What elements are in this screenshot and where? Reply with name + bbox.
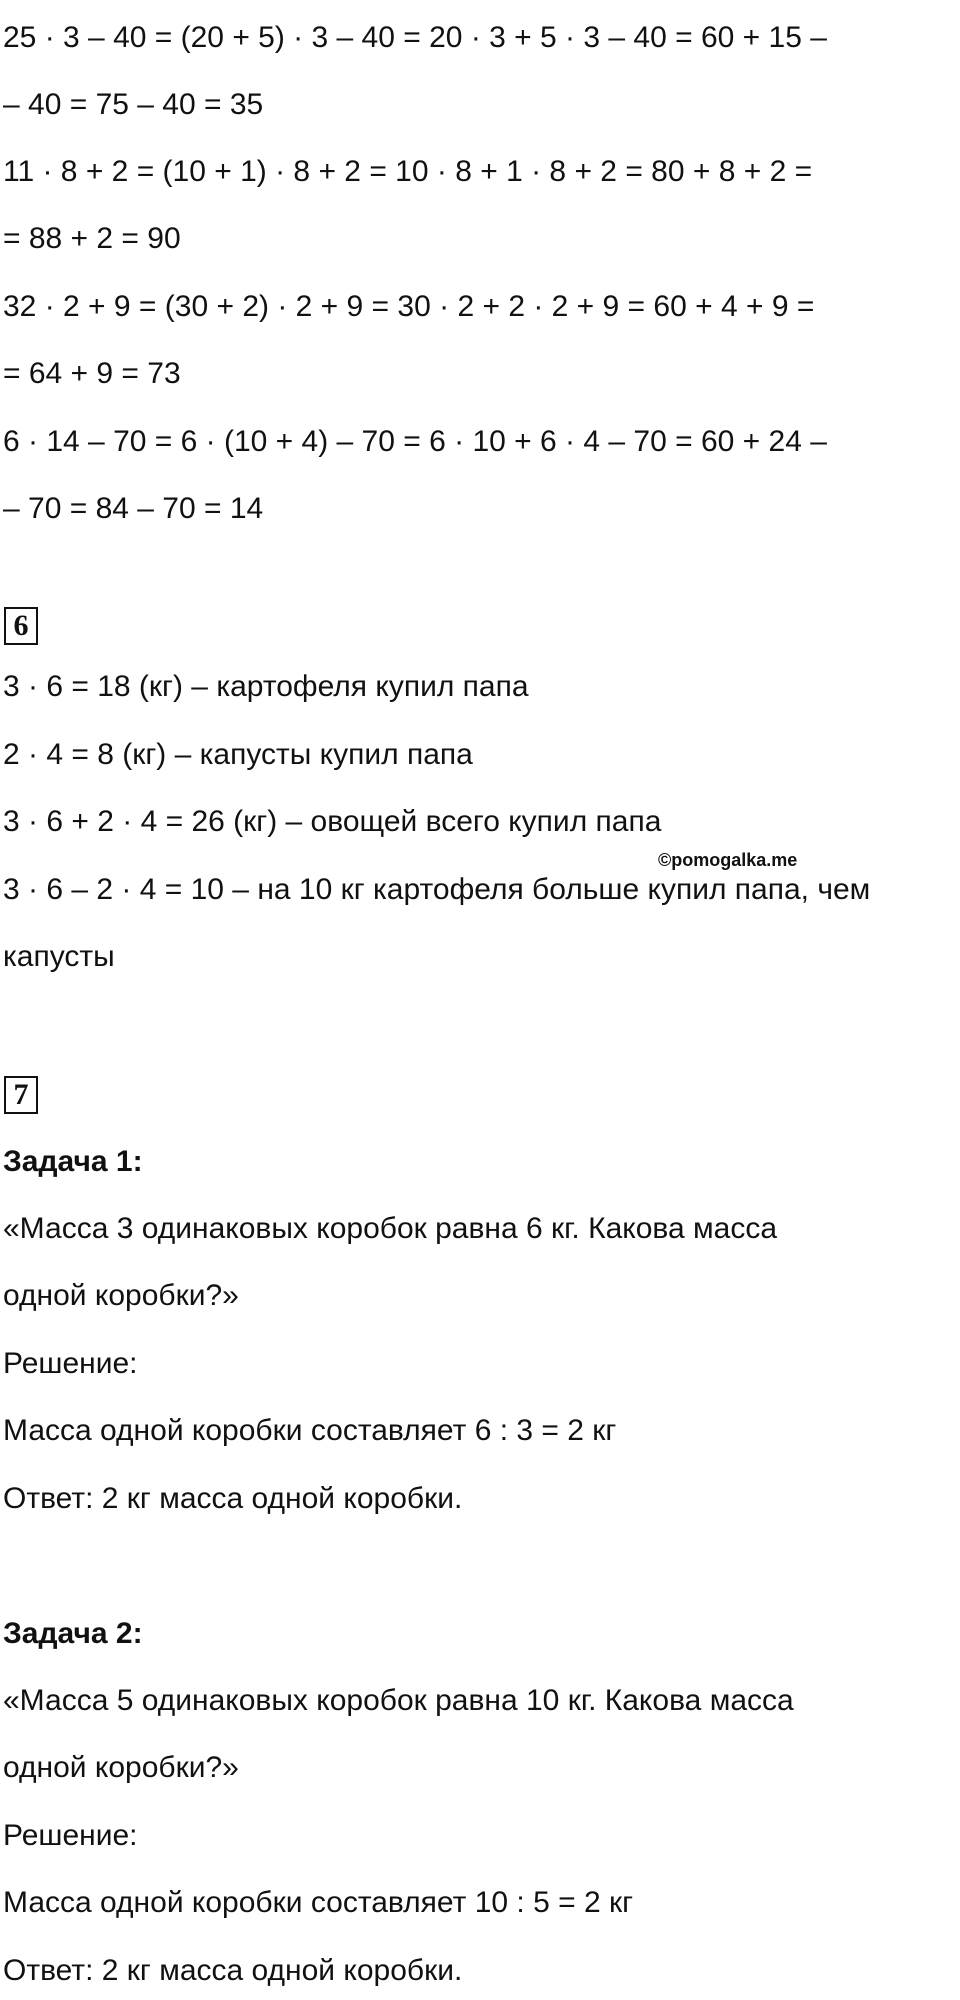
problem-heading: Задача 1:	[3, 1145, 143, 1178]
expression-line: – 70 = 84 – 70 = 14	[3, 492, 264, 525]
problem-question: «Масса 3 одинаковых коробок равна 6 кг. Какова масса	[3, 1212, 778, 1245]
answer-text: Ответ: 2 кг масса одной коробки.	[3, 1954, 463, 1987]
task6-line: 3 · 6 + 2 · 4 = 26 (кг) – овощей всего купил папа	[3, 805, 662, 838]
expression-line: 25 · 3 – 40 = (20 + 5) · 3 – 40 = 20 · 3 + 5 · 3 – 40 = 60 + 15 –	[3, 21, 827, 54]
problem-heading: Задача 2:	[3, 1617, 143, 1650]
answer-text: Ответ: 2 кг масса одной коробки.	[3, 1482, 463, 1515]
solution-text: Масса одной коробки составляет 6 : 3 = 2 кг	[3, 1414, 617, 1447]
task-number-box: 6	[4, 607, 38, 645]
expression-line: 6 · 14 – 70 = 6 · (10 + 4) – 70 = 6 · 10 + 6 · 4 – 70 = 60 + 24 –	[3, 425, 827, 458]
solution-label: Решение:	[3, 1347, 138, 1380]
problem-question: одной коробки?»	[3, 1279, 239, 1312]
task6-line: капусты	[3, 940, 115, 973]
expression-line: = 88 + 2 = 90	[3, 222, 181, 255]
task6-line: 2 · 4 = 8 (кг) – капусты купил папа	[3, 738, 473, 771]
expression-line: – 40 = 75 – 40 = 35	[3, 88, 264, 121]
task6-line: 3 · 6 – 2 · 4 = 10 – на 10 кг картофеля больше купил папа, чем	[3, 873, 871, 906]
task6-line: 3 · 6 = 18 (кг) – картофеля купил папа	[3, 670, 529, 703]
task-number-box: 7	[4, 1076, 38, 1114]
watermark: ©pomogalka.me	[658, 850, 798, 870]
expression-line: = 64 + 9 = 73	[3, 357, 181, 390]
problem-question: одной коробки?»	[3, 1751, 239, 1784]
problem-question: «Масса 5 одинаковых коробок равна 10 кг. Какова масса	[3, 1684, 794, 1717]
expression-line: 11 · 8 + 2 = (10 + 1) · 8 + 2 = 10 · 8 + 1 · 8 + 2 = 80 + 8 + 2 =	[3, 155, 813, 188]
expression-line: 32 · 2 + 9 = (30 + 2) · 2 + 9 = 30 · 2 + 2 · 2 + 9 = 60 + 4 + 9 =	[3, 290, 815, 323]
solution-label: Решение:	[3, 1819, 138, 1852]
solution-text: Масса одной коробки составляет 10 : 5 = 2 кг	[3, 1886, 634, 1919]
